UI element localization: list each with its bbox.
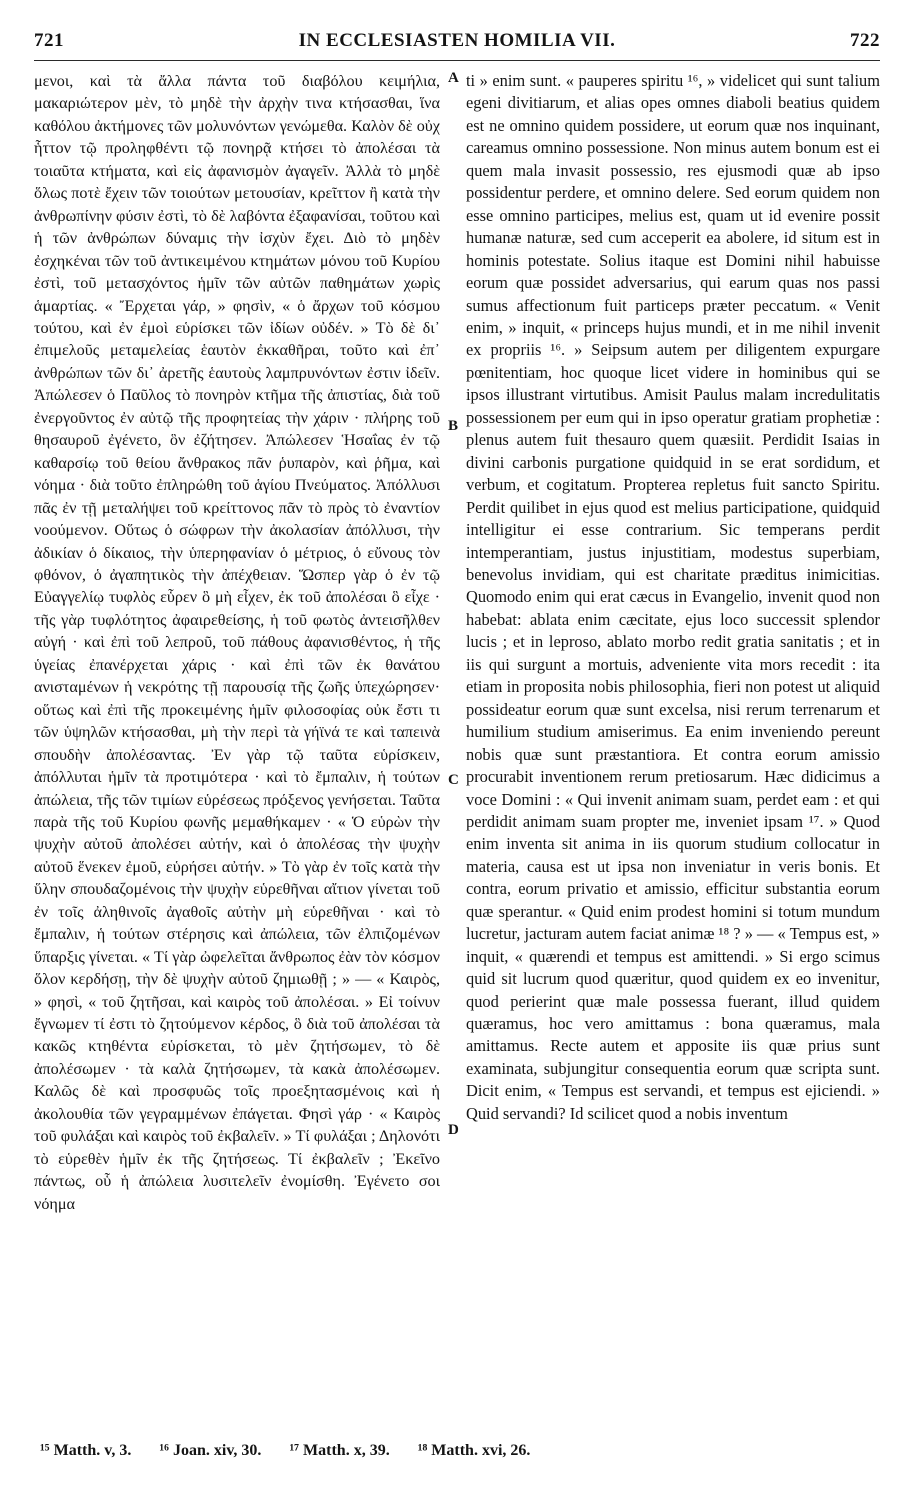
greek-column — [34, 70, 440, 1426]
margin-marker-c: C — [448, 772, 459, 788]
footnote: ¹⁶ Joan. xiv, 30. — [159, 1442, 262, 1459]
footnote: ¹⁵ Matth. v, 3. — [40, 1442, 132, 1459]
latin-text: ti » enim sunt. « pauperes spiritu ¹⁶, » videlicet qui sunt talium egeni divitiarum, et alias opes omnes diaboli beatius quidem est ne omnino quidem possidere, ut eorum quæ nos inquinant, careamus omnino possessione. Non minus autem bonum est ei quem mala invasit possessio, res ejusmodi quæ ab ipso possidentur perdere, et omnino delere. Sed eorum quidem non esse omnino participes, melius est, quam ut id evenire possit humanæ naturæ, sed cum acceperit ea abolere, id situm est in hominis potestate. Solius itaque est Domini nihil habuisse eorum quæ possidet adversarius, qui earum quas nos passi sumus affectionum fuit particeps præter peccatum. « Venit enim, » inquit, « princeps hujus mundi, et in me nihil invenit ex propriis ¹⁶. » Seipsum autem per diligentem expurgare pœnitentiam, hoc quoque licet videre in hominibus qui se ipsos illustrant virtutibus. Amisit Paulus malam incredulitatis possessionem per eum qui in ipso operatur gratiam prophetiæ : plenus autem fuit thesauro quem quæsiit. Perdidit Isaias in divini carbonis purgatione quidquid in se erat sordidum, et verbum, et cogitatum. Propterea repletus fuit sancto Spiritu. Perdit quilibet in ejus quod est melius participatione, quidquid intelligitur ei esse contrarium. Sic temperans perdit intemperantiam, justus injustitiam, modestus superbiam, benevolus invidiam, qui est charitate præditus inimicitias. Quomodo enim qui erat cæcus in Evangelio, invenit quod non habebat: ablata enim cæcitate, ejus loco successit splendor lucis ; et in leproso, ablato morbo redit gratia sanitatis ; et in iis qui surgunt a mortuis, adveniente vita mors recedit : ita etiam in proposita nobis philosophia, fieri non potest ut aliquid possideatur eorum quæ sunt excelsa, nisi rerum terrenarum et humilium studium amiserimus. Ea enim inveniendo pereunt nobis quæ sunt præstantiora. Et contra eorum amissio procurabit inventionem rerum pretiosarum. Hæc didicimus a voce Domini : « Qui invenit animam suam, perdet eam : et qui perdidit animam suam propter me, inveniet ipsam ¹⁷. » Quod enim inventa sit anima in iis quorum studium collocatur in materia, causa est ut ipsa non inveniatur in veris bonis. Et contra, eorum privatio et amissio, efficitur substantia eorum quæ sperantur. « Quid enim prodest homini si totum mundum lucretur, jacturam autem faciat animæ ¹⁸ ? » — « Tempus est, » inquit, « quærendi et tempus est amittendi. » Si ergo scimus quid sit lucrum quod quæritur, quod quidem ex eo invenitur, quod perierint quæ male possessa fuerant, illud quidem quæramus, hoc vero amittamus : bona quæramus, mala amittamus. Recte autem et apposite iis quæ prius sunt examinata, subjungitur consequentia eorum quæ scripta sunt. Dicit enim, « Tempus est servandi, et tempus est ejiciendi. » Quid servandi? Id scilicet quod a nobis inventum — [466, 71, 880, 1123]
footnotes — [40, 1442, 554, 1460]
margin-marker-b: B — [448, 418, 459, 434]
footnote: ¹⁸ Matth. xvi, 26. — [417, 1442, 531, 1459]
latin-column — [466, 70, 880, 1426]
page-number-right: 722 — [850, 30, 880, 51]
page-header — [34, 26, 880, 61]
page-number-left: 721 — [34, 30, 64, 51]
running-title: IN ECCLESIASTEN HOMILIA VII. — [298, 30, 616, 51]
margin-marker-d: D — [448, 1122, 459, 1138]
margin-marker-a: A — [448, 70, 459, 86]
greek-text: μενοι, καὶ τὰ ἄλλα πάντα τοῦ διαβόλου κειμήλια, μακαριώτερον μὲν, τὸ μηδὲ τὴν ἀρχὴν τινα κτήσασθαι, ἵνα καθόλου ἀκτήμονες τῶν μολυνόντων γενώμεθα. Καλὸν δὲ οὐχ ἧττον τῷ προληφθέντι τῷ πονηρᾷ κτήσει τὸ ἀπολέσαι τὰ τοιαῦτα κτήματα, καὶ εἰς ἀφανισμὸν ἀγαγεῖν. Ἀλλὰ τὸ μηδὲ ὅλως ποτὲ ἔχειν τῶν τοιούτων μετουσίαν, κρεῖττον ἢ κατὰ τὴν ἀνθρωπίνην φύσιν ἐστὶ, τὸ δὲ λαβόντα ἐξαφανίσαι, τοῦτου καὶ ἡ τῶν ἀνθρώπων δύναμις τὴν ἰσχὺν ἔχει. Διὸ τὸ μηδὲν ἐσχηκέναι τῶν τοῦ ἀντικειμένου κτημάτων μόνου τοῦ Κυρίου ἐστὶ, τοῦ μετασχόντος ἡμῖν τῶν αὐτῶν παθημάτων χωρὶς ἁμαρτίας. « Ἔρχεται γάρ, » φησὶν, « ὁ ἄρχων τοῦ κόσμου τούτου, καὶ ἐν ἐμοὶ εὑρίσκει τῶν ἰδίων οὐδέν. » Τὸ δὲ δι᾽ ἐπιμελοῦς μεταμελείας ἑαυτὸν ἐκκαθῆραι, τοῦτο καὶ ἐπ᾽ ἀνθρώπων τῶν δι᾽ ἀρετῆς ἑαυτοὺς λαμπρυνόντων ἐστιν ἰδεῖν. Ἀπώλεσεν ὁ Παῦλος τὸ πονηρὸν κτῆμα τῆς ἀπιστίας, διὰ τοῦ ἐνεργοῦντος ἐν αὐτῷ τῆς προφητείας τὴν χάριν · πλήρης τοῦ θησαυροῦ ἐγένετο, ὃν ἐζήτησεν. Ἀπώλεσεν Ἡσαΐας ἐν τῷ καθαρσίῳ τοῦ θείου ἄνθρακος πᾶν ῥυπαρὸν, καὶ ῥῆμα, καὶ νόημα · διὰ τοῦτο ἐπληρώθη τοῦ ἁγίου Πνεύματος. Ἀπόλλυσι πᾶς ἐν τῇ μεταλήψει τοῦ κρείττονος πᾶν τὸ πρὸς τὸ ἐναντίον νοούμενον. Οὕτως ὁ σώφρων τὴν ἀκολασίαν ἀπόλλυσι, τὴν ἀδικίαν ὁ δίκαιος, τὴν ὑπερηφανίαν ὁ μέτριος, ὁ εὔνους τὸν φθόνον, ὁ ἀγαπητικὸς τὴν ἀπέχθειαν. Ὥσπερ γὰρ ὁ ἐν τῷ Εὐαγγελίῳ τυφλὸς εὗρεν ὃ μὴ εἶχεν, ἐκ τοῦ ἀπολέσαι ὃ εἶχε · τῆς γὰρ τυφλότητος ἀφαιρεθείσης, ἡ τοῦ φωτὸς ἀντεισῆλθεν αὐγή · καὶ ἐπὶ τοῦ λεπροῦ, τοῦ πάθους ἀφανισθέντος, ἡ τῆς ὑγείας ἐπανέρχεται χάρις · καὶ ἐπὶ τῶν ἐκ θανάτου ανισταμένων ἡ νεκρότης τῇ παρουσίᾳ τῆς ζωῆς ὑπεχώρησεν· οὕτως καὶ ἐπὶ τῆς προκειμένης ἡμῖν φιλοσοφίας οὐκ ἔστι τι τῶν ὑψηλῶν κτήσασθαι, μὴ τὴν περὶ τὰ γήϊνά τε καὶ ταπεινὰ σπουδὴν ἀπολέσαντας. Ἐν γὰρ τῷ ταῦτα εὑρίσκειν, ἀπόλλυται ἡμῖν τὰ προτιμότερα · καὶ τὸ ἔμπαλιν, ἡ τούτων ἀπώλεια, τῆς τῶν τιμίων εὑρέσεως πρόξενος γενήσεται. Ταῦτα παρὰ τῆς τοῦ Κυρίου φωνῆς μεμαθήκαμεν · « Ὁ εὑρὼν τὴν ψυχὴν αὐτοῦ ἀπολέσει αὐτήν, καὶ ὁ ἀπολέσας τὴν ψυχὴν αὐτοῦ ἕνεκεν ἐμοῦ, εὑρήσει αὐτήν. » Τὸ γὰρ ἐν τοῖς κατὰ τὴν ὕλην σπουδαζομένοις τὴν ψυχὴν εὑρεθῆναι αἴτιον γίνεται τοῦ ἐν τοῖς ἀληθινοῖς ἀγαθοῖς αὐτὴν μὴ εὑρεθῆναι · καὶ τὸ ἔμπαλιν, ἡ τούτων στέρησις καὶ ἀπώλεια, τῶν ἐλπιζομένων ὕπαρξις γίνεται. « Τί γὰρ ὠφελεῖται ἄνθρωπος ἐὰν τὸν κόσμον ὅλον κερδήσῃ, τὴν δὲ ψυχὴν αὐτοῦ ζημιωθῇ ; » — « Καιρὸς, » φησὶ, « τοῦ ζητῆσαι, καὶ καιρὸς τοῦ ἀπολέσαι. » Εἰ τοίνυν ἔγνωμεν τί ἐστι τὸ ζητούμενον κέρδος, ὃ διὰ τοῦ ἀπολέσαι τὰ κακῶς κτηθέντα εὑρίσκεται, τὸ μὲν ζητήσωμεν, τὸ δὲ ἀπολέσωμεν · τὰ καλὰ ζητήσωμεν, τὰ κακὰ ἀπολέσωμεν. Καλῶς δὲ καὶ προσφυῶς τοῖς προεξητασμένοις καὶ ἡ ἀκολουθία τῶν γεγραμμένων ἐπάγεται. Φησὶ γάρ · « Καιρὸς τοῦ φυλάξαι καὶ καιρὸς τοῦ ἐκβαλεῖν. » Τί φυλάξαι ; Δηλονότι τὸ εὑρεθὲν ἡμῖν ἐκ τῆς ζητήσεως. Τί ἐκβαλεῖν ; Ἐκεῖνο πάντως, οὗ ἡ ἀπώλεια λυσιτελεῖν ἐνομίσθη. Ἐγένετο σοι νόημα — [34, 72, 440, 1213]
footnote: ¹⁷ Matth. x, 39. — [289, 1442, 390, 1459]
